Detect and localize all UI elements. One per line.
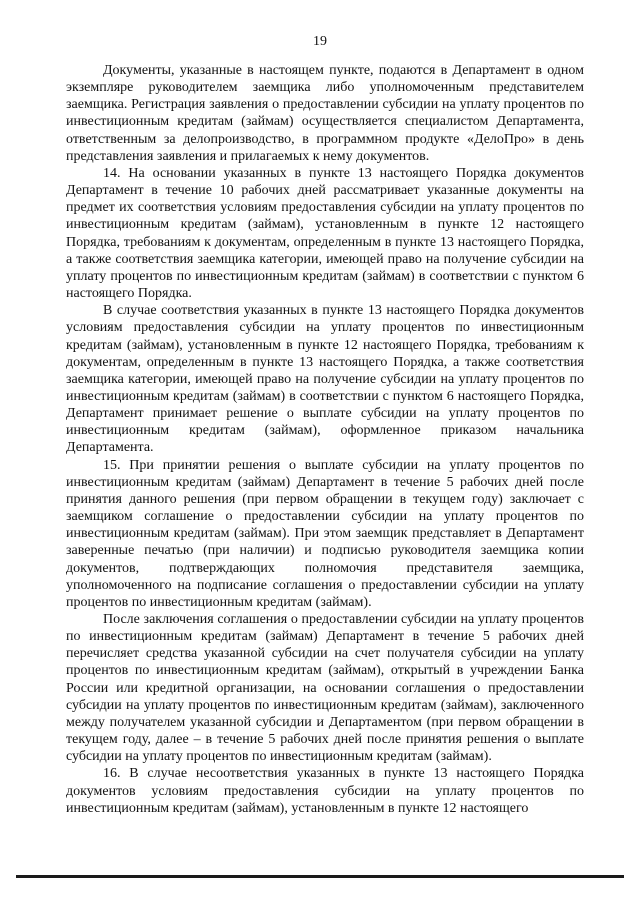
paragraph-item-14: 14. На основании указанных в пункте 13 настоящего Порядка документов Департамент в течение 10 рабочих дней рассматривает указанные документы на предмет их соответствия условиям предоставления субсидии на уплату процентов по инвестиционным кредитам (займам), установленным в пункте 12 настоящего Порядка, требованиям к документам, определенным в пункте 13 настоящего Порядка, а также соответствия заемщика категории, имеющей право на получение субсидии на уплату процентов по инвестиционным кредитам (займам) в соответствии с пунктом 6 настоящего Порядка. xyxy=(66,165,584,302)
paragraph-item-15: 15. При принятии решения о выплате субсидии на уплату процентов по инвестиционным кредитам (займам) Департамент в течение 5 рабочих дней после принятия данного решения (при первом обращении в текущем году) заключает с заемщиком соглашение о предоставлении субсидии на уплату процентов по инвестиционным кредитам (займам). При этом заемщик представляет в Департамент заверенные печатью (при наличии) и подписью руководителя заемщика копии документов, подтверждающих полномочия представителя заемщика, уполномоченного на подписание соглашения о предоставлении субсидии на уплату процентов по инвестиционным кредитам (займам). xyxy=(66,457,584,610)
document-body xyxy=(66,62,584,817)
page-number: 19 xyxy=(313,34,327,49)
paragraph-item-16: 16. В случае несоответствия указанных в пункте 13 настоящего Порядка документов условиям предоставления субсидии на уплату процентов по инвестиционным кредитам (займам), установленным в пункте 12 настоящего xyxy=(66,766,584,816)
footer-rule xyxy=(16,875,624,878)
paragraph-after-agreement: После заключения соглашения о предоставлении субсидии на уплату процентов по инвестиционным кредитам (займам) Департамент в течение 5 рабочих дней перечисляет средства указанной субсидии на счет получателя субсидии на уплату процентов по инвестиционным кредитам (займам), открытый в учреждении Банка России или кредитной организации, на основании соглашения о предоставлении субсидии на уплату процентов по инвестиционным кредитам (займам), заключенного между получателем указанной субсидии и Департаментом (при первом обращении в текущем году, далее – в течение 5 рабочих дней после принятия решения о выплате субсидии на уплату процентов по инвестиционным кредитам (займам). xyxy=(66,612,584,765)
paragraph-documents-submission: Документы, указанные в настоящем пункте, подаются в Департамент в одном экземпляре руководителем заемщика либо уполномоченным представителем заемщика. Регистрация заявления о предоставлении субсидии на уплату процентов по инвестиционным кредитам (займам) осуществляется специалистом Департамента, ответственным за делопроизводство, в программном продукте «ДелоПро» в день представления заявления и прилагаемых к нему документов. xyxy=(66,63,584,164)
paragraph-compliance-case: В случае соответствия указанных в пункте 13 настоящего Порядка документов условиям предоставления субсидии на уплату процентов по инвестиционным кредитам (займам), установленным в пункте 12 настоящего Порядка, требованиям к документам, определенным в пункте 13 настоящего Порядка, а также соответствия заемщика категории, имеющей право на получение субсидии на уплату процентов по инвестиционным кредитам (займам) в соответствии с пунктом 6 настоящего Порядка, Департамент принимает решение о выплате субсидии на уплату процентов по инвестиционным кредитам (займам), оформленное приказом начальника Департамента. xyxy=(66,303,584,456)
